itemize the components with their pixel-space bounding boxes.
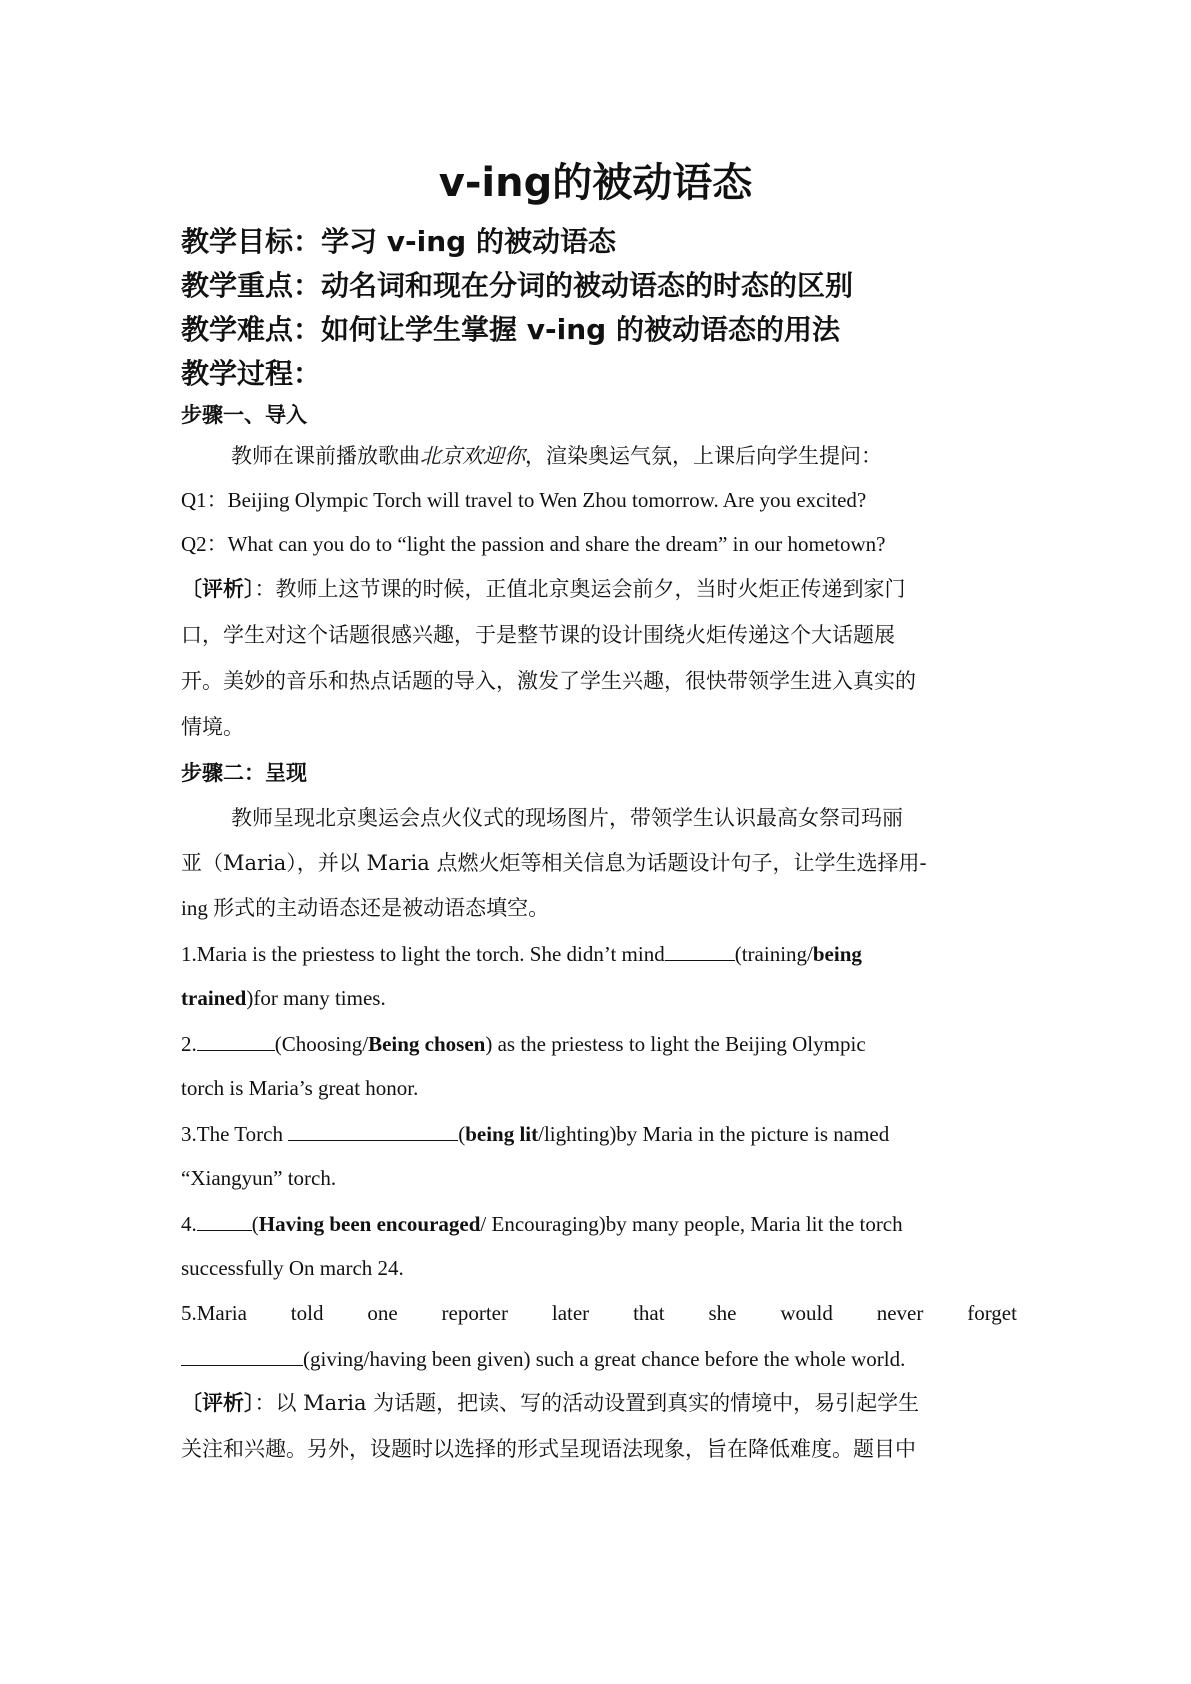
exercise-4-answer: Having been encouraged: [258, 1212, 481, 1236]
exercise-3-line-2: “Xiangyun” torch.: [181, 1166, 337, 1190]
exercise-4-line-2: successfully On march 24.: [181, 1256, 404, 1280]
exercise-5-word: she: [708, 1301, 737, 1325]
answer-blank: [197, 1208, 252, 1231]
exercise-1-answer: being: [812, 942, 862, 966]
exercise-3-options: /lighting)by Maria in the picture is named: [538, 1122, 890, 1146]
exercise-2-text: ) as the priestess to light the Beijing Olympic: [485, 1032, 866, 1056]
step2-comment-line-2: 关注和兴趣。另外，设题时以选择的形式呈现语法现象，旨在降低难度。题目中: [181, 1437, 916, 1461]
exercise-5-options: (giving/having been given) such a great chance before the whole world.: [303, 1347, 906, 1371]
comment-label: 〔评析〕: [181, 576, 255, 601]
step1-intro: [231, 441, 882, 471]
exercise-5-word: never: [876, 1301, 924, 1325]
step2-heading: 步骤二：呈现: [181, 761, 307, 785]
exercise-5-word: one: [367, 1301, 398, 1325]
exercise-4-number: 4.: [181, 1212, 197, 1236]
step1-heading: 步骤一、导入: [181, 403, 307, 427]
document-title: v-ing的被动语态: [438, 160, 753, 206]
exercise-5-word: forget: [967, 1301, 1017, 1325]
exercise-5-line-2: [181, 1343, 905, 1374]
exercise-1-line-1: [181, 938, 862, 969]
teaching-process-heading: 教学过程：: [181, 357, 322, 390]
exercise-4-line-1: [181, 1208, 903, 1239]
step1-intro-text-b: ，渲染奥运气氛，上课后向学生提问：: [525, 444, 882, 468]
exercise-1-text-end: )for many times.: [246, 986, 386, 1010]
exercise-2-answer: Being chosen: [368, 1032, 486, 1056]
teaching-difficulty: 教学难点：如何让学生掌握 v-ing 的被动语态的用法: [181, 313, 840, 346]
answer-blank: [181, 1343, 303, 1366]
exercise-1-options: (training/: [734, 942, 813, 966]
exercise-1-answer-cont: trained: [181, 986, 247, 1010]
exercise-2-options: (Choosing/: [274, 1032, 369, 1056]
answer-blank: [197, 1028, 275, 1051]
question-2: Q2：What can you do to “light the passion and share the dream” in our hometown?: [181, 532, 886, 556]
step1-comment-line-3: 开。美妙的音乐和热点话题的导入，激发了学生兴趣，很快带领学生进入真实的: [181, 669, 916, 693]
step1-intro-text-a: 教师在课前播放歌曲: [231, 444, 420, 468]
step2-comment-line-1: [181, 1388, 919, 1418]
exercise-5-word: told: [290, 1301, 324, 1325]
step1-comment-line-1: [181, 574, 906, 604]
teaching-objective: 教学目标：学习 v-ing 的被动语态: [181, 225, 616, 258]
exercise-2-line-1: [181, 1028, 866, 1059]
exercise-2-line-2: torch is Maria’s great honor.: [181, 1076, 419, 1100]
step1-comment-line-4: 情境。: [181, 715, 244, 739]
answer-blank: [288, 1118, 458, 1141]
exercise-4-paren: (: [251, 1212, 259, 1236]
exercise-5-line-1: [181, 1298, 1017, 1328]
comment-text: ：以 Maria 为话题，把读、写的活动设置到真实的情境中，易引起学生: [254, 1391, 920, 1415]
exercise-5-word: later: [551, 1301, 590, 1325]
exercise-1-text: 1.Maria is the priestess to light the torch. She didn’t mind: [181, 942, 665, 966]
exercise-2-number: 2.: [181, 1032, 197, 1056]
comment-label: 〔评析〕: [181, 1390, 255, 1415]
exercise-1-line-2: [181, 983, 386, 1013]
exercise-3-answer: being lit: [465, 1122, 539, 1146]
song-title: 北京欢迎你: [420, 444, 525, 468]
exercise-5-word: 5.Maria: [181, 1301, 247, 1325]
exercise-5-word: that: [633, 1301, 665, 1325]
step2-intro-line-2: 亚（Maria），并以 Maria 点燃火炬等相关信息为话题设计句子，让学生选择用-: [181, 851, 927, 875]
exercise-3-line-1: [181, 1118, 889, 1149]
exercise-5-word: reporter: [441, 1301, 508, 1325]
question-1: Q1：Beijing Olympic Torch will travel to Wen Zhou tomorrow. Are you excited?: [181, 488, 867, 512]
step2-intro-line-1: 教师呈现北京奥运会点火仪式的现场图片，带领学生认识最高女祭司玛丽: [231, 806, 903, 830]
teaching-key-point: 教学重点：动名词和现在分词的被动语态的时态的区别: [181, 269, 854, 302]
answer-blank: [665, 938, 735, 961]
step2-intro-line-3: ing 形式的主动语态还是被动语态填空。: [181, 896, 550, 920]
exercise-3-text: 3.The Torch: [181, 1122, 283, 1146]
exercise-4-options: / Encouraging)by many people, Maria lit the torch: [480, 1212, 903, 1236]
exercise-5-word: would: [780, 1301, 833, 1325]
step1-comment-line-2: 口，学生对这个话题很感兴趣，于是整节课的设计围绕火炬传递这个大话题展: [181, 623, 895, 647]
exercise-3-paren: (: [458, 1122, 466, 1146]
comment-text: ：教师上这节课的时候，正值北京奥运会前夕，当时火炬正传递到家门: [254, 577, 906, 601]
